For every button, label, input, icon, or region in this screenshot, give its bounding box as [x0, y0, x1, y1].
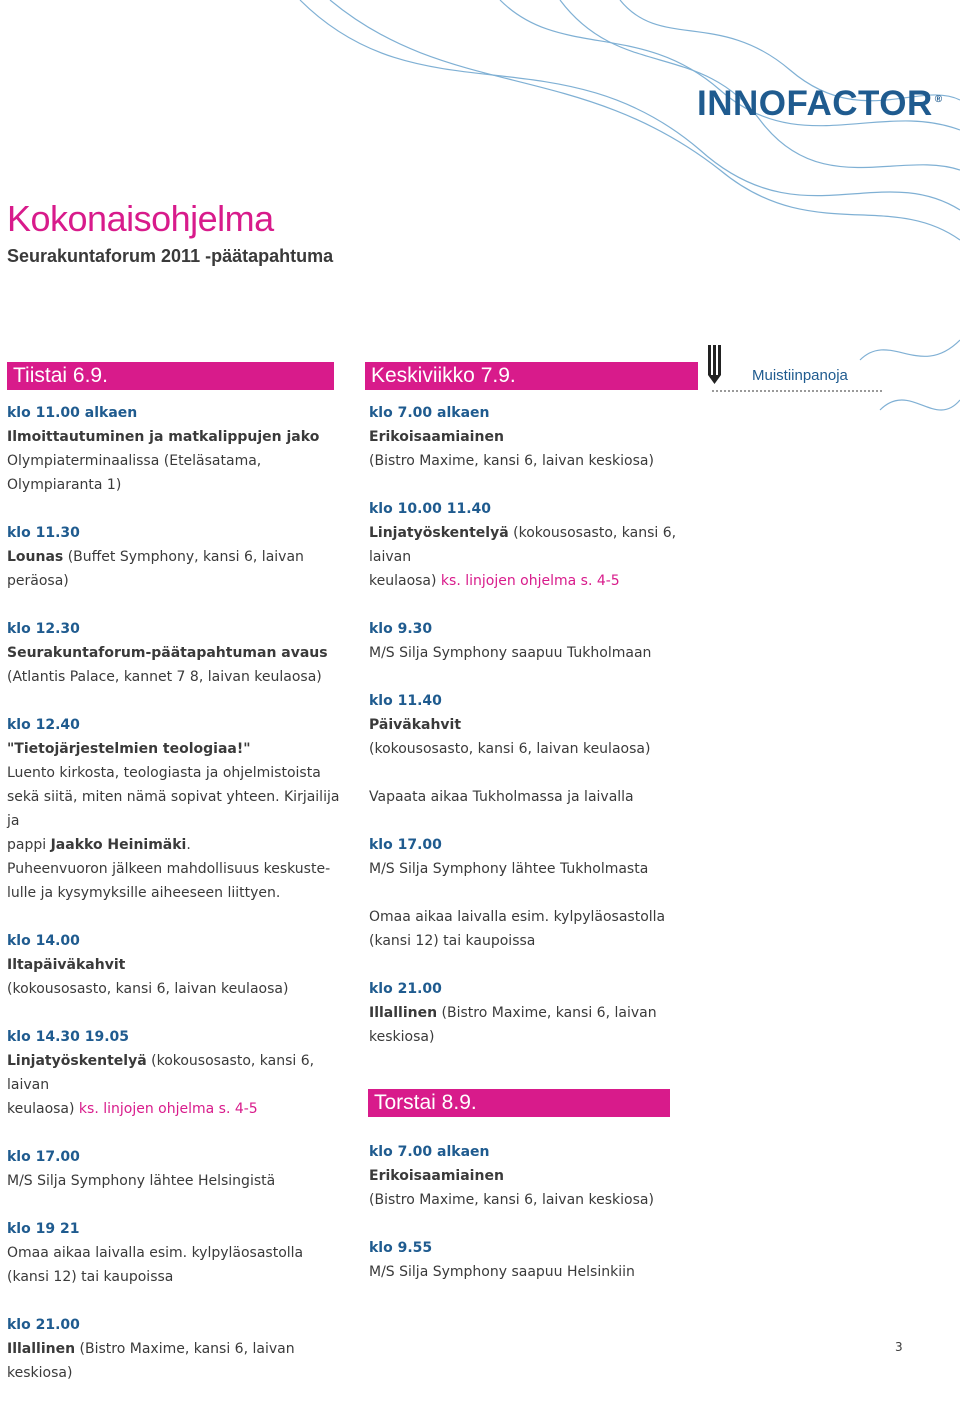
event-detail: keulaosa) [369, 573, 441, 589]
event-time: klo 21.00 [7, 1317, 80, 1333]
event-item [369, 689, 714, 761]
event-detail: (kokousosasto, kansi 6, laivan keulaosa) [369, 741, 651, 757]
event-title: "Tietojärjestelmien teologiaa!" [7, 741, 251, 757]
event-detail: M/S Silja Symphony saapuu Helsinkiin [369, 1264, 635, 1280]
event-place: (Bistro Maxime, kansi 6, laivan keskiosa) [7, 1341, 295, 1381]
event-item [7, 617, 352, 689]
day-header-thursday: Torstai 8.9. [368, 1089, 670, 1117]
program-link[interactable]: ks. linjojen ohjelma s. 4-5 [78, 1101, 258, 1117]
event-detail: (kokousosasto, kansi 6, laivan keulaosa) [7, 981, 289, 997]
event-item [369, 497, 714, 593]
event-detail: pappi [7, 837, 51, 853]
event-detail: Luento kirkosta, teologiasta ja ohjelmistoista [7, 765, 321, 781]
event-detail: Puheenvuoron jälkeen mahdollisuus keskuste- [7, 861, 331, 877]
wednesday-column [369, 401, 714, 1073]
event-place: (kokousosasto, kansi 6, laivan [7, 1053, 315, 1093]
page-subtitle: Seurakuntaforum 2011 -päätapahtuma [7, 246, 334, 266]
event-title: Lounas [7, 549, 64, 565]
notes-label: Muistiinpanoja [752, 367, 848, 384]
event-detail: (kansi 12) tai kaupoissa [369, 933, 536, 949]
event-title: Illallinen [7, 1341, 76, 1357]
event-item [369, 401, 714, 473]
event-detail: (kansi 12) tai kaupoissa [7, 1269, 174, 1285]
event-detail: keulaosa) [7, 1101, 79, 1117]
event-title: Seurakuntaforum-päätapahtuman avaus [7, 645, 328, 661]
event-title: Illallinen [369, 1005, 438, 1021]
event-time: klo 9.55 [369, 1240, 433, 1256]
registered-mark: ® [934, 94, 943, 106]
event-time: klo 19 21 [7, 1221, 80, 1237]
event-item [369, 977, 714, 1049]
event-item [369, 905, 714, 953]
event-title: Erikoisaamiainen [369, 1168, 504, 1184]
event-item [7, 1313, 352, 1385]
event-detail: (Bistro Maxime, kansi 6, laivan keskiosa) [369, 1192, 654, 1208]
event-item [7, 401, 352, 497]
event-detail: lulle ja kysymyksille aiheeseen liittyen. [7, 885, 281, 901]
page-title: Kokonaisohjelma [7, 198, 274, 239]
event-detail: M/S Silja Symphony saapuu Tukholmaan [369, 645, 652, 661]
event-detail: (Atlantis Palace, kannet 7 8, laivan keulaosa) [7, 669, 322, 685]
tuesday-column [7, 401, 352, 1409]
event-item [369, 785, 714, 809]
logo-text: INNOFACTOR [697, 84, 933, 123]
event-title: Erikoisaamiainen [369, 429, 504, 445]
event-item [7, 1025, 352, 1121]
event-title: Iltapäiväkahvit [7, 957, 126, 973]
event-place: (kokousosasto, kansi 6, laivan [369, 525, 677, 565]
innofactor-logo [697, 84, 943, 124]
event-item [7, 713, 352, 905]
event-item [369, 617, 714, 665]
event-item [7, 929, 352, 1001]
event-detail: . [186, 837, 191, 853]
event-time: klo 12.40 [7, 717, 80, 733]
page-number: 3 [895, 1340, 903, 1354]
event-time: klo 7.00 alkaen [369, 405, 490, 421]
event-time: klo 12.30 [7, 621, 80, 637]
event-title: Linjatyöskentelyä [369, 525, 509, 541]
notes-dotted-line [712, 390, 882, 392]
event-time: klo 11.40 [369, 693, 442, 709]
event-place: (Buffet Symphony, kansi 6, laivan peräosa) [7, 549, 304, 589]
event-detail: (Bistro Maxime, kansi 6, laivan keskiosa) [369, 453, 654, 469]
event-detail: M/S Silja Symphony lähtee Tukholmasta [369, 861, 649, 877]
event-title: Linjatyöskentelyä [7, 1053, 147, 1069]
event-place: (Bistro Maxime, kansi 6, laivan keskiosa) [369, 1005, 657, 1045]
pen-icon [706, 345, 732, 385]
event-item [369, 833, 714, 881]
event-time: klo 11.30 [7, 525, 80, 541]
event-item [7, 521, 352, 593]
event-item [369, 1236, 714, 1284]
event-time: klo 17.00 [7, 1149, 80, 1165]
event-title: Päiväkahvit [369, 717, 462, 733]
event-time: klo 7.00 alkaen [369, 1144, 490, 1160]
event-detail: sekä siitä, miten nämä sopivat yhteen. Kirjailija ja [7, 789, 340, 829]
event-detail: Olympiaranta 1) [7, 477, 122, 493]
event-detail: Omaa aikaa laivalla esim. kylpyläosastolla [369, 909, 666, 925]
event-item [7, 1145, 352, 1193]
event-time: klo 9.30 [369, 621, 433, 637]
event-time: klo 14.30 19.05 [7, 1029, 130, 1045]
event-time: klo 11.00 alkaen [7, 405, 138, 421]
speaker-name: Jaakko Heinimäki [50, 837, 187, 853]
day-header-tuesday: Tiistai 6.9. [7, 362, 334, 390]
event-time: klo 21.00 [369, 981, 442, 997]
event-item [369, 1140, 714, 1212]
event-detail: M/S Silja Symphony lähtee Helsingistä [7, 1173, 276, 1189]
event-time: klo 10.00 11.40 [369, 501, 492, 517]
thursday-column [369, 1140, 714, 1308]
event-time: klo 14.00 [7, 933, 80, 949]
event-detail: Olympiaterminaalissa (Eteläsatama, [7, 453, 262, 469]
program-link[interactable]: ks. linjojen ohjelma s. 4-5 [440, 573, 620, 589]
event-title: Ilmoittautuminen ja matkalippujen jako [7, 429, 320, 445]
event-item [7, 1217, 352, 1289]
event-time: klo 17.00 [369, 837, 442, 853]
event-detail: Vapaata aikaa Tukholmassa ja laivalla [369, 789, 634, 805]
day-header-wednesday: Keskiviikko 7.9. [365, 362, 698, 390]
event-detail: Omaa aikaa laivalla esim. kylpyläosastolla [7, 1245, 304, 1261]
